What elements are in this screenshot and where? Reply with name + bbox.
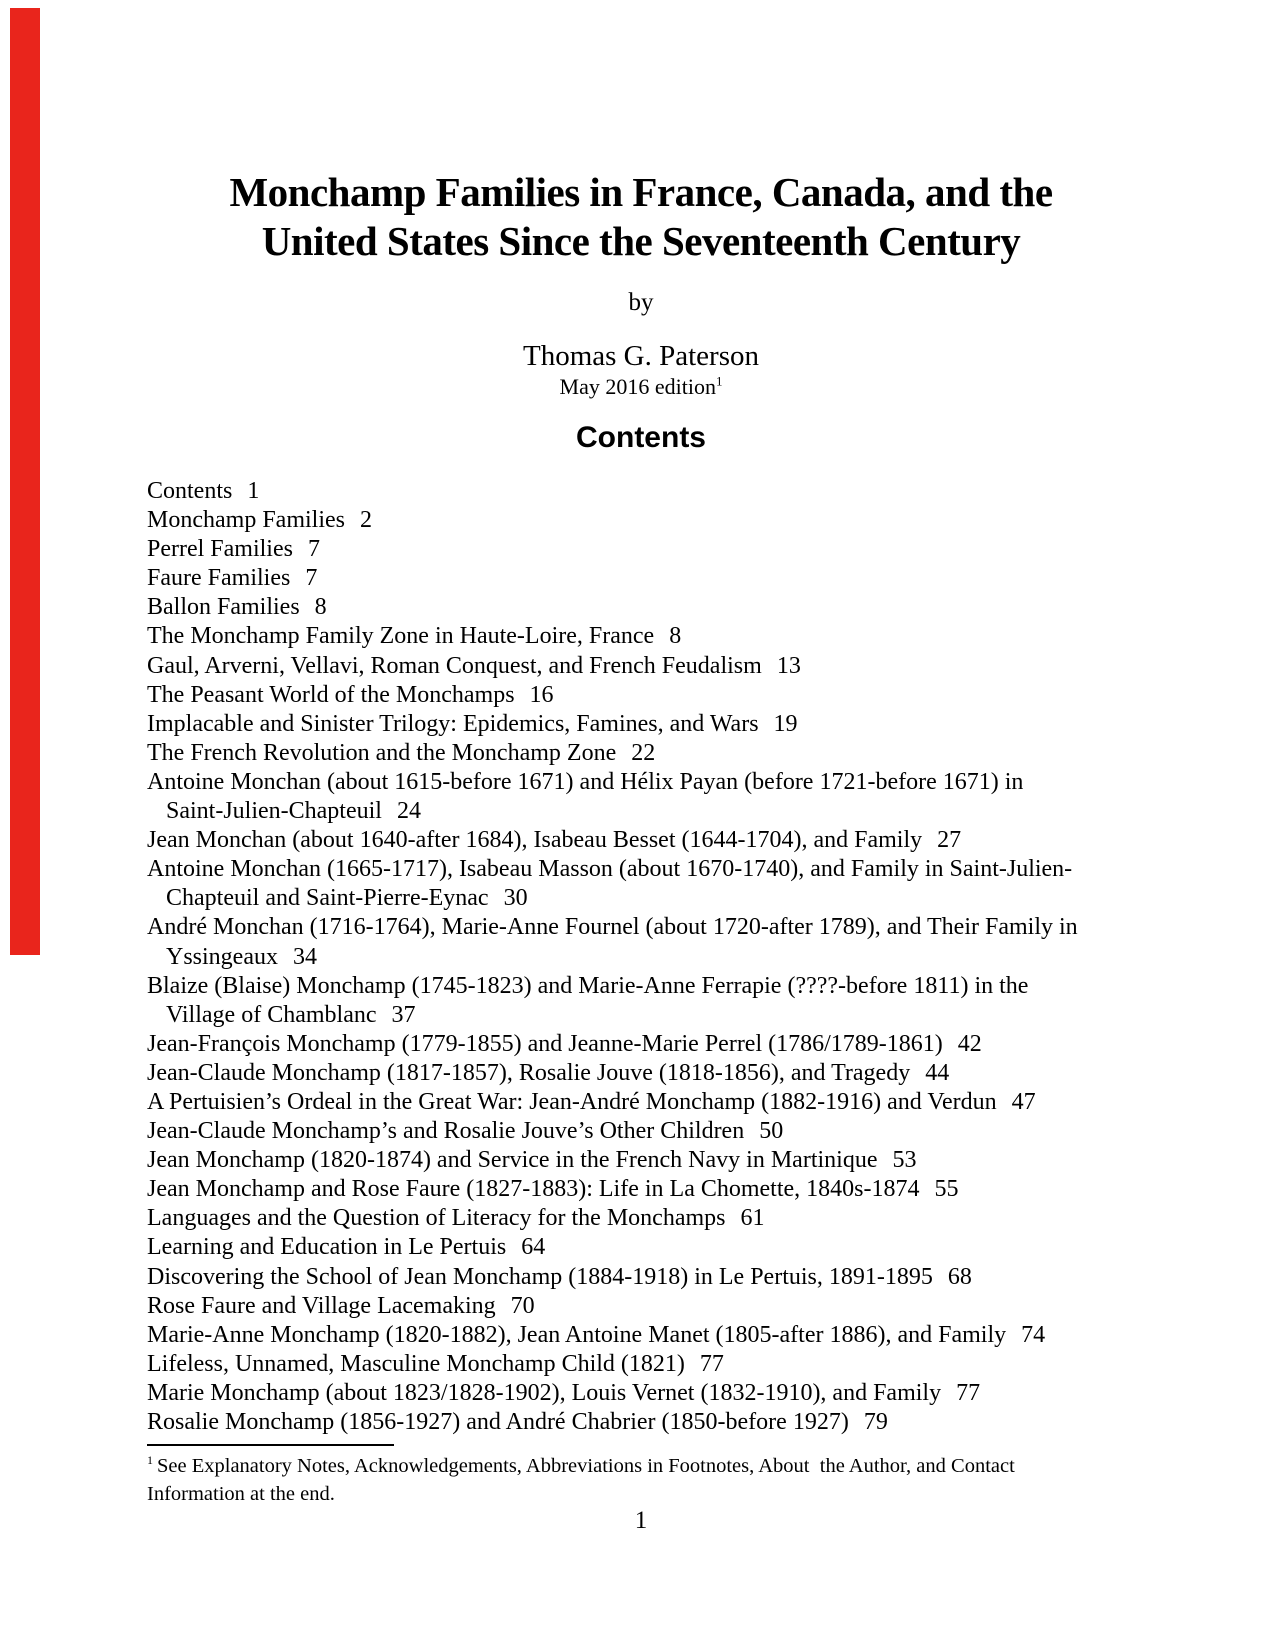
toc-entry-page: 47 bbox=[1011, 1088, 1036, 1115]
toc-entry-page: 64 bbox=[521, 1234, 546, 1261]
toc-entry-page: 70 bbox=[510, 1292, 535, 1319]
toc-entry-text: Monchamp Families bbox=[147, 507, 345, 534]
toc-entry-page: 53 bbox=[892, 1147, 917, 1174]
toc-entry-page: 55 bbox=[934, 1176, 959, 1203]
toc-entry-page: 44 bbox=[925, 1059, 950, 1086]
toc-entry-text: Faure Families bbox=[147, 565, 291, 592]
toc-entry-text: Languages and the Question of Literacy for the Monchamps bbox=[147, 1205, 726, 1232]
toc-entry-text: Discovering the School of Jean Monchamp (1884-1918) in Le Pertuis, 1891-1895 bbox=[147, 1263, 933, 1290]
toc-entry-text: André Monchan (1716-1764), Marie-Anne Fournel (about 1720-after 1789), and Their Family in bbox=[147, 914, 1078, 941]
toc-entry bbox=[147, 797, 1135, 826]
toc-entry-text: Jean-François Monchamp (1779-1855) and Jeanne-Marie Perrel (1786/1789-1861) bbox=[147, 1030, 943, 1057]
toc-entry bbox=[147, 1321, 1135, 1350]
toc-entry-text: Rose Faure and Village Lacemaking bbox=[147, 1292, 496, 1319]
toc-entry bbox=[147, 1292, 1135, 1321]
toc-entry bbox=[147, 1204, 1135, 1233]
toc-entry-page: 74 bbox=[1021, 1321, 1046, 1348]
footnote-text-line1: See Explanatory Notes, Acknowledgements, Abbreviations in Footnotes, About the Author, and Contact bbox=[157, 1455, 1015, 1477]
toc-entry-page: 68 bbox=[947, 1263, 972, 1290]
toc-entry bbox=[147, 710, 1135, 739]
toc-entry bbox=[147, 1030, 1135, 1059]
toc-entry-text: Antoine Monchan (1665-1717), Isabeau Masson (about 1670-1740), and Family in Saint-Julien- bbox=[147, 856, 1073, 883]
toc-entry bbox=[147, 972, 1135, 1001]
toc-entry-text: Jean-Claude Monchamp’s and Rosalie Jouve’s Other Children bbox=[147, 1118, 745, 1145]
toc-entry bbox=[147, 681, 1135, 710]
toc-entry bbox=[147, 1263, 1135, 1292]
toc-entry bbox=[147, 913, 1135, 942]
toc-entry bbox=[147, 826, 1135, 855]
toc-entry-text: Antoine Monchan (about 1615-before 1671) and Hélix Payan (before 1721-before 1671) in bbox=[147, 768, 1024, 795]
toc-entry-text: Village of Chamblanc bbox=[166, 1001, 377, 1028]
toc-entry-page: 30 bbox=[503, 885, 528, 912]
toc-entry bbox=[147, 1059, 1135, 1088]
edition-footnote-ref: 1 bbox=[715, 373, 723, 389]
toc-entry-text: Blaize (Blaise) Monchamp (1745-1823) and Marie-Anne Ferrapie (????-before 1811) in the bbox=[147, 972, 1029, 999]
toc-entry bbox=[147, 477, 1135, 506]
toc-entry-page: 16 bbox=[529, 681, 554, 708]
toc-list bbox=[147, 477, 1135, 1437]
contents-heading: Contents bbox=[576, 421, 706, 454]
byline: by bbox=[628, 289, 654, 316]
toc-entry-text: Marie Monchamp (about 1823/1828-1902), Louis Vernet (1832-1910), and Family bbox=[147, 1379, 942, 1406]
toc-entry-page: 13 bbox=[776, 652, 801, 679]
toc-entry-page: 8 bbox=[669, 623, 682, 650]
toc-entry-text: Jean Monchamp (1820-1874) and Service in the French Navy in Martinique bbox=[147, 1147, 878, 1174]
toc-entry-text: Perrel Families bbox=[147, 536, 293, 563]
toc-entry-text: Yssingeaux bbox=[166, 943, 278, 970]
toc-entry-text: Jean Monchan (about 1640-after 1684), Isabeau Besset (1644-1704), and Family bbox=[147, 827, 923, 854]
page-number: 1 bbox=[634, 1507, 648, 1534]
author-name: Thomas G. Paterson bbox=[523, 340, 759, 372]
toc-entry bbox=[147, 652, 1135, 681]
toc-entry-text: Chapteuil and Saint-Pierre-Eynac bbox=[166, 885, 489, 912]
toc-entry bbox=[147, 855, 1135, 884]
toc-entry bbox=[147, 1088, 1135, 1117]
footnote-marker: 1 bbox=[147, 1453, 153, 1468]
document-title-line2: United States Since the Seventeenth Century bbox=[261, 218, 1021, 264]
toc-entry-text: Lifeless, Unnamed, Masculine Monchamp Child (1821) bbox=[147, 1350, 685, 1377]
toc-entry bbox=[147, 1350, 1135, 1379]
footnote-line1 bbox=[147, 1452, 1135, 1480]
toc-entry bbox=[147, 1233, 1135, 1262]
toc-entry-page: 50 bbox=[759, 1118, 784, 1145]
toc-entry bbox=[147, 535, 1135, 564]
toc-entry-page: 7 bbox=[307, 536, 320, 563]
toc-entry bbox=[147, 768, 1135, 797]
toc-entry-text: Jean Monchamp and Rose Faure (1827-1883): Life in La Chomette, 1840s-1874 bbox=[147, 1176, 920, 1203]
red-margin-bar bbox=[10, 8, 40, 955]
toc-entry bbox=[147, 1001, 1135, 1030]
toc-entry-text: Gaul, Arverni, Vellavi, Roman Conquest, and French Feudalism bbox=[147, 652, 762, 679]
toc-entry bbox=[147, 739, 1135, 768]
toc-entry-text: Learning and Education in Le Pertuis bbox=[147, 1234, 507, 1261]
toc-entry-page: 34 bbox=[292, 943, 317, 970]
toc-entry-text: The French Revolution and the Monchamp Zone bbox=[147, 739, 617, 766]
toc-entry-page: 24 bbox=[396, 798, 421, 825]
toc-entry bbox=[147, 1146, 1135, 1175]
toc-entry-text: The Peasant World of the Monchamps bbox=[147, 681, 515, 708]
toc-entry-text: Rosalie Monchamp (1856-1927) and André Chabrier (1850-before 1927) bbox=[147, 1409, 849, 1435]
toc-entry bbox=[147, 564, 1135, 593]
toc-entry-text: A Pertuisien’s Ordeal in the Great War: Jean-André Monchamp (1882-1916) and Verdun bbox=[147, 1088, 997, 1115]
toc-entry-page: 79 bbox=[863, 1409, 888, 1435]
toc-entry bbox=[147, 884, 1135, 913]
toc-entry-page: 19 bbox=[773, 710, 798, 737]
toc-entry-page: 37 bbox=[391, 1001, 416, 1028]
toc-entry bbox=[147, 1175, 1135, 1204]
toc-entry bbox=[147, 622, 1135, 651]
footnote bbox=[147, 1452, 1135, 1508]
toc-entry bbox=[147, 943, 1135, 972]
page-content bbox=[147, 0, 1135, 1649]
document-title-line1: Monchamp Families in France, Canada, and the bbox=[229, 169, 1053, 215]
toc-entry-page: 77 bbox=[699, 1350, 724, 1377]
toc-entry-text: Ballon Families bbox=[147, 594, 300, 621]
footnote-text-line2: Information at the end. bbox=[147, 1483, 335, 1505]
toc-entry bbox=[147, 1117, 1135, 1146]
toc-entry-page: 22 bbox=[631, 739, 656, 766]
toc-entry-page: 1 bbox=[247, 478, 260, 504]
edition-text: May 2016 edition bbox=[559, 374, 716, 399]
toc-entry-page: 7 bbox=[305, 565, 318, 592]
toc-entry-text: Marie-Anne Monchamp (1820-1882), Jean Antoine Manet (1805-after 1886), and Family bbox=[147, 1321, 1007, 1348]
toc-entry-page: 77 bbox=[956, 1379, 981, 1406]
footnote-separator-rule bbox=[147, 1444, 394, 1446]
toc-entry bbox=[147, 1408, 1135, 1437]
toc-entry-page: 61 bbox=[740, 1205, 765, 1232]
toc-entry-page: 2 bbox=[359, 507, 372, 534]
document-title bbox=[147, 168, 1135, 266]
toc-entry-text: The Monchamp Family Zone in Haute-Loire, France bbox=[147, 623, 655, 650]
toc-entry-text: Implacable and Sinister Trilogy: Epidemics, Famines, and Wars bbox=[147, 710, 759, 737]
toc-entry bbox=[147, 593, 1135, 622]
edition-line bbox=[147, 374, 1135, 400]
toc-entry bbox=[147, 1379, 1135, 1408]
toc-entry-text: Contents bbox=[147, 478, 233, 504]
toc-entry-page: 8 bbox=[314, 594, 327, 621]
toc-entry-page: 42 bbox=[957, 1030, 982, 1057]
toc-entry-page: 27 bbox=[937, 827, 962, 854]
toc-entry-text: Jean-Claude Monchamp (1817-1857), Rosalie Jouve (1818-1856), and Tragedy bbox=[147, 1059, 911, 1086]
toc-entry-text: Saint-Julien-Chapteuil bbox=[166, 798, 382, 825]
toc-entry bbox=[147, 506, 1135, 535]
